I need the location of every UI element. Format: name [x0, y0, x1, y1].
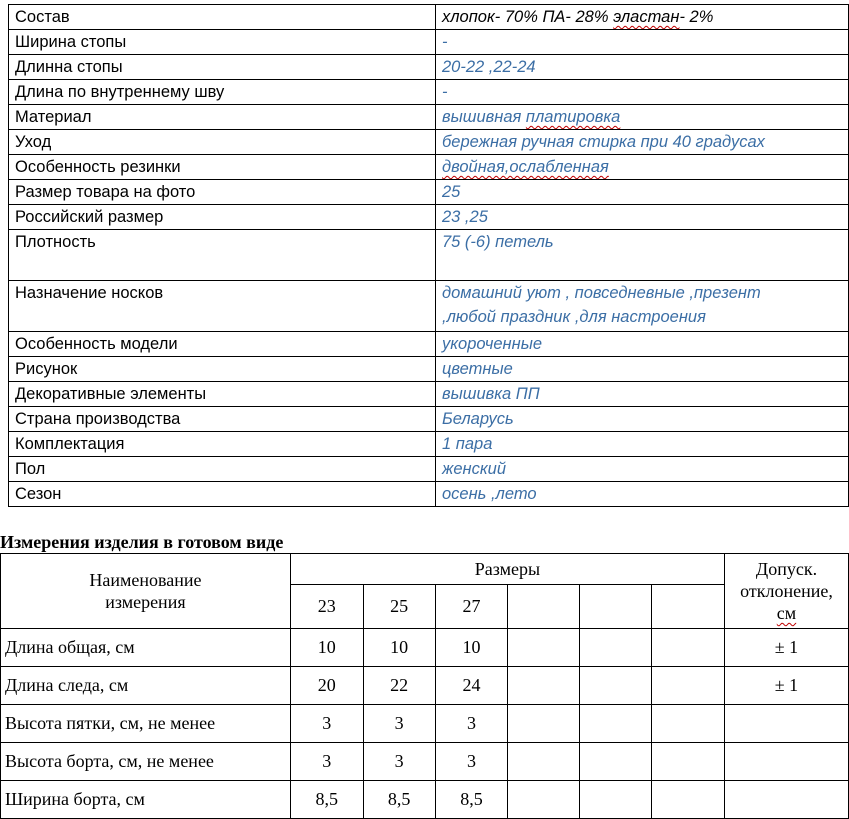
spec-row-photo-size — [9, 180, 849, 205]
spec-value: Беларусь — [436, 407, 849, 432]
measurement-value-empty — [508, 705, 580, 743]
measurement-value-empty — [580, 781, 652, 819]
measurement-value: 10 — [435, 629, 508, 667]
tolerance-header-unit: см — [776, 603, 797, 623]
spec-row-decor — [9, 382, 849, 407]
measurement-name-text: Длина следа, см — [5, 675, 129, 695]
measurement-value-empty — [580, 705, 652, 743]
spec-value: 25 — [436, 180, 849, 205]
measurement-value: 8,5 — [363, 781, 435, 819]
spec-label: Ширина стопы — [9, 30, 436, 55]
size-header-cell: 27 — [435, 585, 508, 629]
measurements-header-row — [1, 554, 849, 585]
size-header-cell-empty — [580, 585, 652, 629]
spec-row-inseam — [9, 80, 849, 105]
measurement-value-empty — [508, 743, 580, 781]
measurement-value-empty — [580, 629, 652, 667]
measurement-name — [1, 743, 291, 781]
spec-row-purpose — [9, 281, 849, 332]
measurement-value-empty — [508, 781, 580, 819]
spec-label: Декоративные элементы — [9, 382, 436, 407]
measurement-value-empty — [652, 705, 725, 743]
measurement-tolerance — [725, 781, 849, 819]
measurement-row — [1, 781, 849, 819]
spec-row-care — [9, 130, 849, 155]
spec-label: Страна производства — [9, 407, 436, 432]
spec-value-part: двойная,ослабленная — [442, 158, 609, 176]
spec-row-gender — [9, 457, 849, 482]
measurement-tolerance: ± 1 — [725, 629, 849, 667]
size-header-cell-empty — [652, 585, 725, 629]
measurement-tolerance — [725, 705, 849, 743]
spec-value-part: платировка — [525, 108, 621, 126]
measurement-value: 20 — [290, 667, 363, 705]
measurements-table — [0, 553, 849, 819]
spec-label: Российский размер — [9, 205, 436, 230]
measurement-name-text: Ширина борта, см — [5, 789, 145, 809]
spec-label: Размер товара на фото — [9, 180, 436, 205]
spec-row-density — [9, 230, 849, 281]
measurement-value-empty — [652, 629, 725, 667]
spec-row-country — [9, 407, 849, 432]
measurement-value-empty — [652, 743, 725, 781]
spec-value: укороченные — [436, 332, 849, 357]
spec-label: Уход — [9, 130, 436, 155]
measurement-value: 24 — [435, 667, 508, 705]
spec-row-elastic — [9, 155, 849, 180]
spec-label: Особенность резинки — [9, 155, 436, 180]
measurement-value: 10 — [290, 629, 363, 667]
measurement-value: 8,5 — [435, 781, 508, 819]
spec-value — [436, 155, 849, 180]
measurement-value-empty — [508, 629, 580, 667]
spec-row-composition — [9, 5, 849, 30]
measurement-row — [1, 667, 849, 705]
spec-row-season — [9, 482, 849, 507]
spec-label: Длина по внутреннему шву — [9, 80, 436, 105]
spec-value: 1 пара — [436, 432, 849, 457]
spec-label: Рисунок — [9, 357, 436, 382]
measurement-row — [1, 629, 849, 667]
measurement-value: 3 — [290, 705, 363, 743]
measurement-row — [1, 743, 849, 781]
measurement-row — [1, 705, 849, 743]
spec-row-model — [9, 332, 849, 357]
spec-value: - — [436, 30, 849, 55]
spec-row-russian-size — [9, 205, 849, 230]
measurement-value: 3 — [363, 743, 435, 781]
measurement-tolerance: ± 1 — [725, 667, 849, 705]
spec-value-part: хлопок- 70% ПА- 28% — [442, 8, 614, 26]
spec-value: - — [436, 80, 849, 105]
measurement-value-empty — [508, 667, 580, 705]
spec-value-part: эластан — [613, 8, 680, 26]
measurement-name-text: Высота пятки, см, не менее — [5, 713, 216, 733]
spec-value-part: вышивная — [442, 108, 526, 126]
measurement-value: 8,5 — [290, 781, 363, 819]
measurement-name — [1, 629, 291, 667]
measurement-name — [1, 667, 291, 705]
spec-label: Плотность — [9, 230, 436, 281]
sizes-header: Размеры — [290, 554, 724, 585]
spec-value: вышивка ПП — [436, 382, 849, 407]
spec-value: 20-22 ,22-24 — [436, 55, 849, 80]
spec-value: цветные — [436, 357, 849, 382]
measurement-value: 22 — [363, 667, 435, 705]
spec-value-line: домашний уют , повседневные ,презент — [442, 284, 761, 302]
spec-value: бережная ручная стирка при 40 градусах — [436, 130, 849, 155]
tolerance-column-header — [725, 554, 849, 629]
product-spec-table — [8, 4, 849, 507]
measurement-value: 3 — [363, 705, 435, 743]
measurement-value-empty — [652, 781, 725, 819]
measurement-value-empty — [580, 743, 652, 781]
spec-label: Комплектация — [9, 432, 436, 457]
spec-value: 23 ,25 — [436, 205, 849, 230]
spec-label: Назначение носков — [9, 281, 436, 332]
spec-row-material — [9, 105, 849, 130]
measurement-name-text: Длина общая, см — [5, 637, 135, 657]
measurement-value: 10 — [363, 629, 435, 667]
spec-label: Материал — [9, 105, 436, 130]
spec-value — [436, 5, 849, 30]
tolerance-header-line — [729, 602, 844, 624]
size-header-cell: 25 — [363, 585, 435, 629]
spec-value: женский — [436, 457, 849, 482]
measurement-name — [1, 705, 291, 743]
size-header-cell-empty — [508, 585, 580, 629]
spec-value — [436, 281, 849, 332]
spec-value: осень ,лето — [436, 482, 849, 507]
measurement-value: 3 — [435, 705, 508, 743]
measurement-value-empty — [652, 667, 725, 705]
measurement-tolerance — [725, 743, 849, 781]
size-header-cell: 23 — [290, 585, 363, 629]
spec-label: Сезон — [9, 482, 436, 507]
measurement-value-empty — [580, 667, 652, 705]
spec-label: Состав — [9, 5, 436, 30]
spec-value — [436, 105, 849, 130]
spec-row-foot-width — [9, 30, 849, 55]
spec-value-line: ,любой праздник ,для настроения — [442, 308, 706, 326]
name-column-header — [1, 554, 291, 629]
measurement-name — [1, 781, 291, 819]
measurement-name-text: Высота борта, см, не менее — [5, 751, 214, 771]
spec-label: Длинна стопы — [9, 55, 436, 80]
spec-row-pattern — [9, 357, 849, 382]
tolerance-header-line: Допуск. — [755, 559, 818, 579]
spec-value-part: - 2% — [679, 8, 714, 26]
spec-value: 75 (-6) петель — [436, 230, 849, 281]
measurement-value: 3 — [290, 743, 363, 781]
name-header-line: Наименование — [89, 570, 202, 590]
spec-row-package — [9, 432, 849, 457]
tolerance-header-line: отклонение, — [740, 581, 833, 601]
name-header-line: измерения — [105, 592, 186, 612]
measurements-heading: Измерения изделия в готовом виде — [0, 532, 284, 552]
spec-row-foot-length — [9, 55, 849, 80]
measurement-value: 3 — [435, 743, 508, 781]
spec-label: Пол — [9, 457, 436, 482]
spec-label: Особенность модели — [9, 332, 436, 357]
